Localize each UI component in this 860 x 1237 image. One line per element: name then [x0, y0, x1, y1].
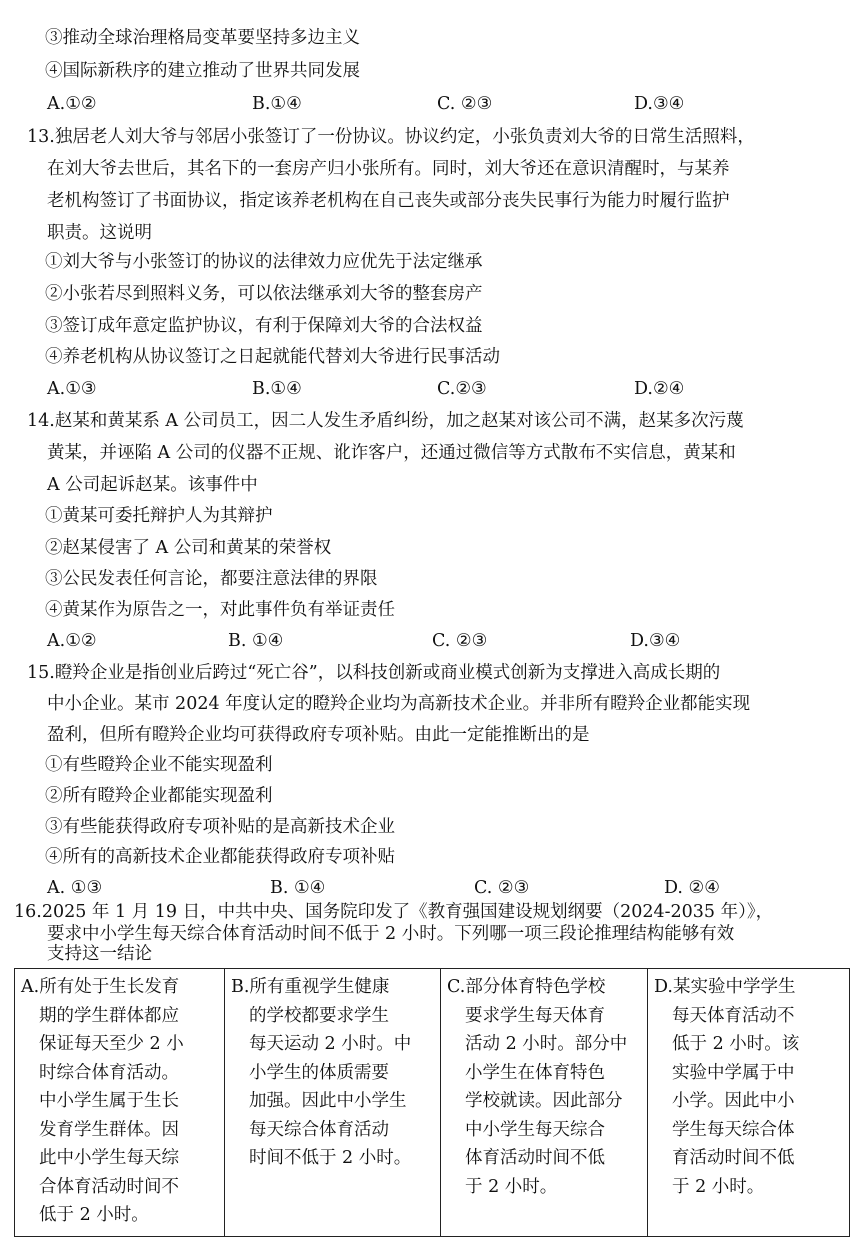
q15-stem-line: 中小企业。某市 2024 年度认定的瞪羚企业均为高新技术企业。并非所有瞪羚企业都能实现	[47, 694, 751, 714]
q13-choice-c: C.②③	[437, 379, 487, 399]
q14-item-4: ④黄某作为原告之一，对此事件负有举证责任	[45, 600, 395, 620]
q14-choice-d: D.③④	[630, 631, 681, 651]
option-c-line: 学校就读。因此部分	[465, 1091, 623, 1111]
q15-choice-a: A. ①③	[47, 878, 103, 898]
q15-item-1: ①有些瞪羚企业不能实现盈利	[45, 755, 273, 775]
option-b-line: 加强。因此中小学生	[249, 1091, 407, 1111]
option-d-line: 每天体育活动不	[672, 1005, 795, 1026]
q15-item-3: ③有些能获得政府专项补贴的是高新技术企业	[45, 817, 395, 837]
q16-stem-line: 要求中小学生每天综合体育活动时间不低于 2 小时。下列哪一项三段论推理结构能够有效	[47, 924, 735, 944]
q13-choice-d: D.②④	[634, 379, 685, 399]
prev-choice-b: B.①④	[252, 94, 302, 114]
q13-item-1: ①刘大爷与小张签订的协议的法律效力应优先于法定继承	[45, 252, 483, 272]
option-a-line: 期的学生群体都应	[39, 1005, 179, 1026]
q13-item-3: ③签订成年意定监护协议，有利于保障刘大爷的合法权益	[45, 316, 483, 336]
q16-option-d	[648, 969, 850, 1237]
q13-item-2: ②小张若尽到照料义务，可以依法继承刘大爷的整套房产	[45, 284, 483, 304]
q15-item-2: ②所有瞪羚企业都能实现盈利	[45, 786, 273, 806]
option-c-line: C.部分体育特色学校	[447, 977, 606, 997]
option-b-line: 小学生的体质需要	[249, 1062, 389, 1083]
q15-item-4: ④所有的高新技术企业都能获得政府专项补贴	[45, 847, 395, 867]
prev-item-4: ④国际新秩序的建立推动了世界共同发展	[45, 61, 360, 81]
option-b-line: 每天运动 2 小时。中	[249, 1034, 412, 1054]
option-a-line: 低于 2 小时。	[39, 1205, 149, 1225]
option-a-line: 发育学生群体。因	[39, 1119, 179, 1140]
q13-choice-a: A.①③	[47, 379, 97, 399]
q13-choice-b: B.①④	[252, 379, 302, 399]
q14-choice-b: B. ①④	[228, 631, 284, 651]
option-c-line: 中小学生每天综合	[465, 1119, 605, 1140]
option-d-line: 于 2 小时。	[672, 1176, 765, 1197]
option-c-line: 要求学生每天体育	[465, 1005, 605, 1026]
q13-stem-line: 老机构签订了书面协议，指定该养老机构在自己丧失或部分丧失民事行为能力时履行监护	[47, 191, 730, 211]
option-c-line: 活动 2 小时。部分中	[465, 1034, 628, 1054]
q16-option-a	[15, 969, 225, 1237]
q14-stem-line: A 公司起诉赵某。该事件中	[47, 475, 258, 495]
q14-item-3: ③公民发表任何言论，都要注意法律的界限	[45, 569, 378, 589]
option-d-line: 学生每天综合体	[672, 1119, 795, 1140]
prev-choice-a: A.①②	[47, 94, 97, 114]
prev-choice-c: C. ②③	[437, 94, 493, 114]
option-d-line: 小学。因此中小	[672, 1091, 795, 1111]
q16-option-b	[225, 969, 441, 1237]
q14-item-1: ①黄某可委托辩护人为其辩护	[45, 506, 273, 526]
q15-stem-line: 盈利，但所有瞪羚企业均可获得政府专项补贴。由此一定能推断出的是	[47, 725, 590, 745]
option-a-line: 合体育活动时间不	[39, 1176, 179, 1197]
option-a-line: 保证每天至少 2 小	[39, 1034, 184, 1054]
q16-options-table	[14, 968, 850, 1237]
q15-stem-line: 15.瞪羚企业是指创业后跨过“死亡谷”，以科技创新或商业模式创新为支撑进入高成长期的	[27, 663, 721, 683]
q15-choice-c: C. ②③	[474, 878, 530, 898]
q16-stem-line: 16.2025 年 1 月 19 日，中共中央、国务院印发了《教育强国建设规划纲要（2024-2035 年）》，	[14, 902, 774, 922]
q13-stem-line: 职责。这说明	[47, 223, 152, 243]
q14-item-2: ②赵某侵害了 A 公司和黄某的荣誉权	[45, 538, 332, 558]
option-c-line: 体育活动时间不低	[465, 1148, 605, 1168]
q15-choice-d: D. ②④	[664, 878, 720, 898]
q16-option-c	[441, 969, 648, 1237]
q14-stem-line: 黄某，并诬陷 A 公司的仪器不正规、讹诈客户，还通过微信等方式散布不实信息，黄某和	[47, 443, 736, 463]
option-a-line: A.所有处于生长发育	[21, 977, 180, 997]
q13-stem-line: 13.独居老人刘大爷与邻居小张签订了一份协议。协议约定，小张负责刘大爷的日常生活照料，	[27, 127, 755, 147]
prev-item-3: ③推动全球治理格局变革要坚持多边主义	[45, 28, 360, 48]
option-a-line: 时综合体育活动。	[39, 1062, 179, 1083]
q14-stem-line: 14.赵某和黄某系 A 公司员工，因二人发生矛盾纠纷，加之赵某对该公司不满，赵某多次污蔑	[27, 411, 744, 431]
option-b-line: 每天综合体育活动	[249, 1119, 389, 1140]
option-c-line: 小学生在体育特色	[465, 1062, 605, 1083]
q14-choice-a: A.①②	[47, 631, 97, 651]
q15-choice-b: B. ①④	[270, 878, 326, 898]
q16-stem-line: 支持这一结论	[47, 944, 152, 964]
q13-stem-line: 在刘大爷去世后，其名下的一套房产归小张所有。同时，刘大爷还在意识清醒时，与某养	[47, 159, 730, 179]
q14-choice-c: C. ②③	[432, 631, 488, 651]
option-d-line: 育活动时间不低	[672, 1148, 795, 1168]
prev-choice-d: D.③④	[634, 94, 685, 114]
option-a-line: 此中小学生每天综	[39, 1148, 179, 1168]
option-a-line: 中小学生属于生长	[39, 1091, 179, 1111]
option-c-line: 于 2 小时。	[465, 1176, 558, 1197]
option-b-line: 时间不低于 2 小时。	[249, 1148, 412, 1168]
q13-item-4: ④养老机构从协议签订之日起就能代替刘大爷进行民事活动	[45, 347, 500, 367]
option-d-line: 实验中学属于中	[672, 1062, 795, 1083]
option-b-line: B.所有重视学生健康	[231, 977, 390, 997]
option-b-line: 的学校都要求学生	[249, 1005, 389, 1026]
option-d-line: 低于 2 小时。该	[672, 1034, 800, 1054]
option-d-line: D.某实验中学学生	[654, 977, 796, 997]
